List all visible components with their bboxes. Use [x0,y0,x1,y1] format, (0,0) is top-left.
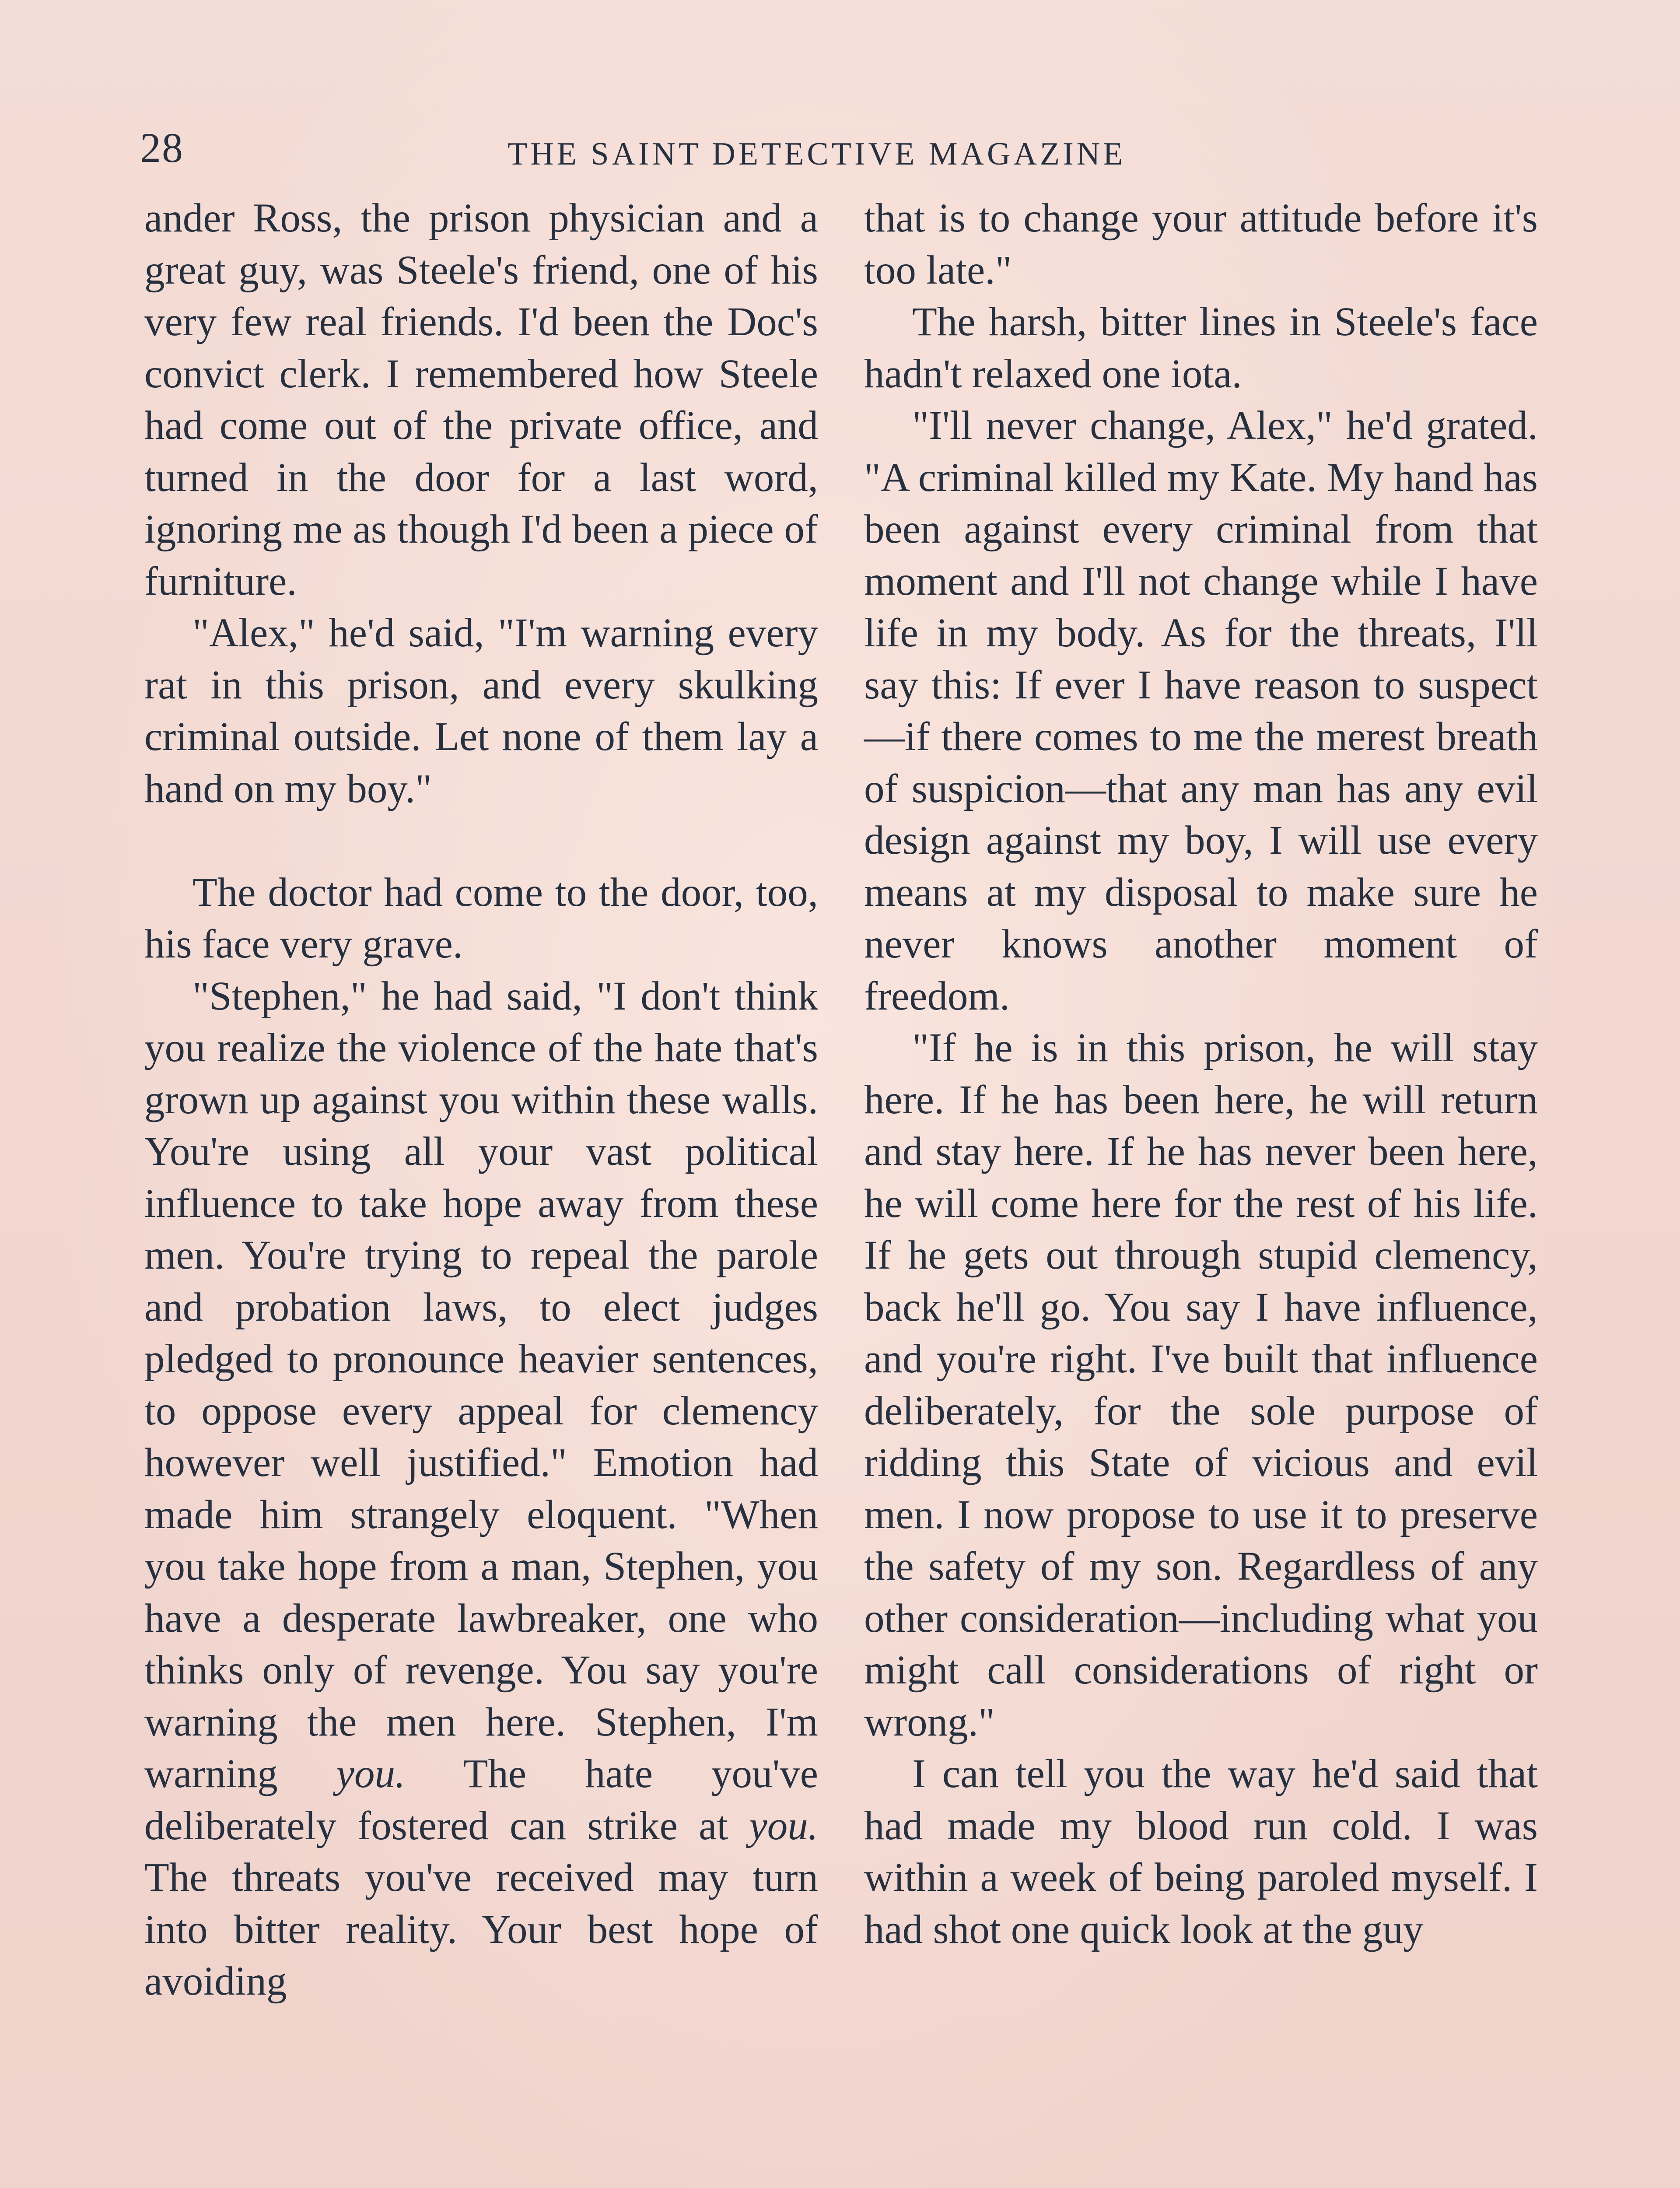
paragraph: The doctor had come to the door, too, his face very grave. [144,870,818,967]
right-column [864,193,1538,1956]
paragraph-text: The hate you've deliberately fostered can strike at [144,1751,818,1848]
paragraph-text: "Stephen," he had said, "I don't think you realize the violence of the hate that's grown up against you within these walls. You're using all your vast political influence to take hope away from these men. You're trying to repeal the parole and probation laws, to elect judges pledged to pronounce heavier sentences, to oppose every appeal for clemency however well justified." Emotion had made him strangely eloquent. "When you take hope from a man, Stephen, you have a desperate lawbreaker, one who thinks only of revenge. You say you're warning the men here. Stephen, I'm warning [144,973,818,1796]
emphasis-text: you. [749,1803,818,1848]
paragraph [144,971,818,2008]
emphasis-text: you. [336,1751,406,1796]
paragraph: "I'll never change, Alex," he'd grated. "A criminal killed my Kate. My hand has been against every criminal from that moment and I'll not change while I have life in my body. As for the threats, I'll say this: If ever I have reason to suspect—if there comes to me the merest breath of suspicion—that any man has any evil design against my boy, I will use every means at my disposal to make sure he never knows another moment of freedom. [864,403,1538,1019]
paragraph: "Alex," he'd said, "I'm warning every rat in this prison, and every skulking criminal outside. Let none of them lay a hand on my boy." [144,610,818,811]
paragraph-text: The threats you've received may turn into bitter reality. Your best hope of avoiding [144,1855,818,2004]
paragraph: ander Ross, the prison physician and a great guy, was Steele's friend, one of his very few real friends. I'd been the Doc's convict clerk. I remembered how Steele had come out of the private office, and turned in the door for a last word, ignoring me as though I'd been a piece of furniture. [144,196,818,604]
page-number: 28 [140,124,184,171]
paragraph: I can tell you the way he'd said that had made my blood run cold. I was within a week of being paroled myself. I had shot one quick look at the guy [864,1751,1538,1952]
paragraph: "If he is in this prison, he will stay here. If he has been here, he will return and stay here. If he has never been here, he will come here for the rest of his life. If he gets out through stupid clemency, back he'll go. You say I have influence, and you're right. I've built that influence deliberately, for the sole purpose of ridding this State of vicious and evil men. I now propose to use it to preserve the safety of my son. Regardless of any other consideration—including what you might call considerations of right or wrong." [864,1025,1538,1745]
paragraph: The harsh, bitter lines in Steele's face hadn't relaxed one iota. [864,299,1538,396]
paragraph: that is to change your attitude before it's too late." [864,196,1538,293]
left-column [144,193,818,2008]
running-head: THE SAINT DETECTIVE MAGAZINE [508,136,1126,172]
